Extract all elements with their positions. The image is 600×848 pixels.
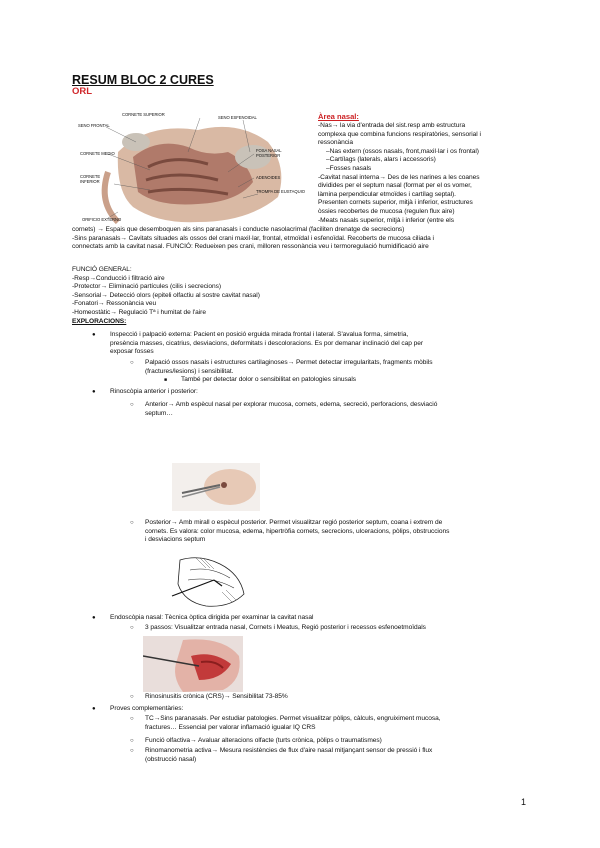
- endoscopia-sub: 3 passos: Visualitzar entrada nasal, Cornets i Meatus, Regió posterior i recessos esfenoetmoïdals: [145, 624, 426, 631]
- exploracions-heading: EXPLORACIONS:: [72, 317, 127, 325]
- proves-line: (obstrucció nasal): [145, 755, 197, 763]
- page-title: RESUM BLOC 2 CURES: [72, 73, 214, 87]
- page-subtitle: ORL: [72, 86, 93, 97]
- palpacio-text: [145, 359, 432, 376]
- anterior-rhinoscopy-illustration: [172, 463, 260, 511]
- inspeccio-line: presència masses, cicatrius, desviacions, deformitats i descoloracions. Es por demanar inclinació del cap per: [110, 339, 424, 347]
- nasal-anatomy-figure: [78, 112, 314, 230]
- label-cornete-superior: CORNETE SUPERIOR: [122, 112, 165, 117]
- area-nasal-line: dividides per el septum nasal (format per el os vomer,: [318, 182, 472, 190]
- anterior-text: [145, 401, 437, 418]
- inspeccio-line: exposar fosses: [110, 348, 154, 356]
- funcio-item: -Protector→ Eliminació partícules (cilis i secrecions): [72, 283, 221, 291]
- funcio-item: -Resp→Conducció i filtració aire: [72, 274, 165, 282]
- anterior-line: septum…: [145, 409, 173, 417]
- bullet-icon: ●: [92, 706, 96, 712]
- label-seno-frontal: SENO FRONTAL: [78, 123, 110, 128]
- area-nasal-line: complexa que combina funcions respiratòries, sensorial i: [318, 130, 481, 138]
- bullet-icon: ●: [92, 615, 96, 621]
- funcio-item: -Fonatori→ Ressonància veu: [72, 300, 157, 308]
- palpacio-line: Palpació ossos nasals i estructures cartilaginoses→ Permet detectar irregularitats, fragments mòbils: [145, 359, 433, 366]
- palpacio-sub: També per detectar dolor o sensibilitat en patologies sinusals: [181, 376, 357, 383]
- label-cornete-medio: CORNETE MEDIO: [80, 151, 115, 156]
- rinosinusitis-text: Rinosinusitis crònica (CRS)→ Sensibilitat 73-85%: [145, 693, 288, 700]
- posterior-line: Posterior→ Amb mirall o espècul posterior. Permet visualitzar regió posterior septum, coana i extrem de: [145, 519, 443, 526]
- area-nasal-line: òssies recobertes de mucosa (regulen flux aire): [318, 207, 455, 215]
- area-nasal-line: –Fosses nasals: [326, 164, 372, 172]
- anterior-line: Anterior→ Amb espècul nasal per explorar mucosa, cornets, edema, secreció, perforacions, desviació: [145, 401, 438, 408]
- inspeccio-line: Inspecció i palpació externa: Pacient en posició erguida mirada frontal i lateral. S'avalua forma, simetria,: [110, 331, 409, 338]
- funcio-item: -Homeostàtic→ Regulació Tª i humitat de l'aire: [72, 308, 206, 316]
- anterior-rhinoscopy-photo: [172, 463, 260, 511]
- nasal-anatomy-illustration: [78, 112, 314, 230]
- posterior-rhinoscopy-illustration: [170, 550, 252, 612]
- posterior-line: cornets. Es valora: color mucosa, edema, hipertròfia cornets, secrecions, ulceracions, pòlips, obstruccions: [145, 527, 450, 535]
- rinoscopia-heading: Rinoscòpia anterior i posterior:: [110, 388, 198, 395]
- proves-line: fractures… Essencial per valorar inflamació igualar IQ CRS: [145, 723, 316, 731]
- funcio-item: -Sensorial→ Detecció olors (epiteli olfactiu al sostre cavitat nasal): [72, 291, 260, 299]
- square-bullet-icon: ■: [164, 377, 168, 383]
- posterior-rhinoscopy-drawing: [170, 550, 252, 612]
- area-nasal-line: –Nas extern (ossos nasals, front,maxil·lar i os frontal): [326, 147, 479, 155]
- endoscopy-illustration: [143, 636, 243, 692]
- proves-heading: Proves complementàries:: [110, 705, 184, 712]
- label-trompa: TROMPA DE EUSTAQUIO: [256, 189, 305, 194]
- bullet-icon: ●: [92, 332, 96, 338]
- area-nasal-text: [318, 122, 481, 225]
- full-line: cornets) → Espais que desemboquen als sins paranasals i conducte nasolacrimal (faciliten drenatge de secrecions): [72, 226, 405, 233]
- circle-bullet-icon: ○: [130, 402, 134, 408]
- circle-bullet-icon: ○: [130, 694, 134, 700]
- area-nasal-line: ressonància: [318, 139, 354, 147]
- area-nasal-heading: Àrea nasal:: [318, 112, 359, 121]
- circle-bullet-icon: ○: [130, 520, 134, 526]
- circle-bullet-icon: ○: [130, 360, 134, 366]
- posterior-text: [145, 519, 449, 545]
- posterior-line: i desviacions septum: [145, 536, 206, 544]
- circle-bullet-icon: ○: [130, 625, 134, 631]
- area-nasal-full-text: [72, 226, 434, 252]
- area-nasal-line: làmina perpendicular etmoïdes i cartílag septal).: [318, 190, 456, 198]
- funcio-heading: FUNCIÓ GENERAL:: [72, 266, 132, 273]
- label-seno-esfenoidal: SENO ESFENOIDAL: [218, 115, 257, 120]
- area-nasal-line: -Nas→ la via d'entrada del sist.resp amb estructura: [318, 122, 466, 129]
- bullet-icon: ●: [92, 389, 96, 395]
- circle-bullet-icon: ○: [130, 738, 134, 744]
- area-nasal-line: -Cavitat nasal interna→ Des de les narines a les coanes: [318, 173, 480, 181]
- full-line: connectats amb la cavitat nasal. FUNCIÓ: Redueixen pes crani, milloren ressonància veu i termoregulació humidificació aire: [72, 243, 429, 251]
- endoscopia-heading: Endoscòpia nasal: Tècnica òptica dirigida per examinar la cavitat nasal: [110, 614, 314, 621]
- label-fosa-nasal: FOSA NASAL POSTERIOR: [256, 148, 282, 158]
- area-nasal-line: Presenten cornets superior, mitjà i inferior, estructures: [318, 199, 473, 207]
- funcio-general: [72, 266, 260, 326]
- proves-line: Rinomanometria activa→ Mesura resistències de flux d'aire nasal mitjançant sensor de pressió i flux: [145, 747, 433, 754]
- proves-line: TC→Sins paranasals. Per estudiar patologies. Permet visualitzar pòlips, càlculs, engruiximent mucosa,: [145, 715, 441, 722]
- proves-item-rinomanometria: [145, 747, 432, 764]
- proves-item-olfactiva: Funció olfactiva→ Avaluar alteracions olfacte (turts crònica, pòlips o traumatismes): [145, 737, 382, 744]
- area-nasal-line: -Meats nasals superior, mitjà i inferior (entre els: [318, 216, 454, 224]
- page-number: 1: [520, 797, 526, 807]
- proves-item-tc: [145, 715, 440, 732]
- endoscopy-image: [143, 636, 243, 692]
- circle-bullet-icon: ○: [130, 748, 134, 754]
- area-nasal-line: –Cartílags (laterals, alars i accessoris): [326, 156, 436, 164]
- full-line: -Sins paranasals→ Cavitats situades als ossos del crani maxil·lar, frontal, etmoïdal i esfenoïdal. Recoberts de mucosa ciliada i: [72, 234, 434, 242]
- palpacio-line: (fractures/lesions) i sensibilitat.: [145, 367, 234, 375]
- circle-bullet-icon: ○: [130, 716, 134, 722]
- label-orificio-externo: ORIFICIO EXTERNO: [82, 217, 122, 222]
- label-adenoides: ADENOIDES: [256, 175, 281, 180]
- label-cornete-inferior: CORNETE INFERIOR: [80, 174, 101, 184]
- inspeccio-text: [110, 331, 423, 357]
